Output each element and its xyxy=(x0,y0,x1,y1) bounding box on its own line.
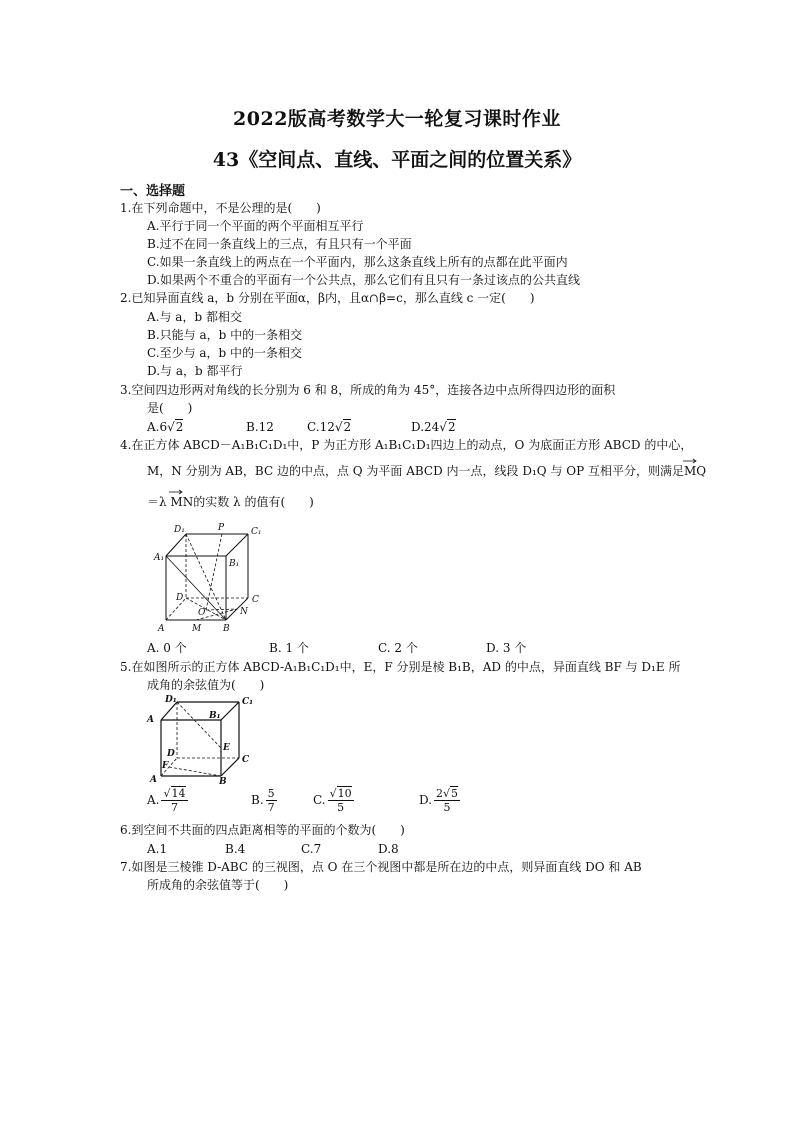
q1-option-c: C.如果一条直线上的两点在一个平面内，那么这条直线上所有的点都在此平面内 xyxy=(147,255,568,269)
q4-stem-line3: ＝λ MN的实数 λ 的值有( ) xyxy=(147,495,314,509)
cube-label-b1: B₁ xyxy=(209,711,221,721)
cube-label-c1: C₁ xyxy=(251,527,262,537)
cube-label-d: D xyxy=(167,749,175,759)
q3-stem: 3.空间四边形两对角线的长分别为 6 和 8，所成的角为 45°，连接各边中点所得四边形的面积 xyxy=(120,383,616,397)
section-heading: 一、选择题 xyxy=(120,184,186,199)
cube-label-a: A xyxy=(158,624,165,634)
q5-option-d: D. $\frac{2√5}{5}$ xyxy=(419,787,459,814)
cube-label-p: P xyxy=(218,523,225,533)
q2-option-d: D.与 a，b 都平行 xyxy=(147,364,243,378)
q4-option-b: B. 1 个 xyxy=(269,641,309,655)
cube-label-d: D xyxy=(176,593,184,603)
vector-arrow-icon xyxy=(168,489,184,495)
q5-option-b: B. $\frac{5}{7}$ xyxy=(251,787,275,814)
q1-option-d: D.如果两个不重合的平面有一个公共点，那么它们有且只有一条过该点的公共直线 xyxy=(147,273,581,287)
vector-arrow-icon xyxy=(682,458,698,464)
cube-label-m: M xyxy=(192,624,202,634)
q7-stem-line2: 所成角的余弦值等于( ) xyxy=(147,878,289,892)
q5-option-c: C. $\frac{√10}{5}$ xyxy=(313,787,352,814)
cube-label-e: E xyxy=(223,743,230,753)
q7-stem-line1: 7.如图是三棱锥 D-ABC 的三视图，点 O 在三个视图中都是所在边的中点，则异面直线 DO 和 AB xyxy=(120,860,642,874)
q4-option-d: D. 3 个 xyxy=(486,641,527,655)
cube-label-b: B xyxy=(223,624,230,634)
page-title: 2022版高考数学大一轮复习课时作业 xyxy=(233,108,561,130)
q5-option-a: A. $\frac{√14}{7}$ xyxy=(147,787,186,814)
sqrt-symbol: √ xyxy=(167,420,175,434)
cube-label-o: O xyxy=(198,608,206,618)
q2-option-a: A.与 a，b 都相交 xyxy=(147,310,242,324)
cube-label-b1: B₁ xyxy=(229,559,240,569)
q4-stem-line1: 4.在正方体 ABCD－A₁B₁C₁D₁中，P 为正方形 A₁B₁C₁D₁四边上的动点，O 为底面正方形 ABCD 的中心， xyxy=(120,438,693,452)
q6-option-a: A.1 xyxy=(147,842,168,856)
q6-option-d: D.8 xyxy=(378,842,399,856)
cube-label-d1: D₁ xyxy=(174,525,185,535)
q3-option-b: B.12 xyxy=(246,420,274,434)
q3-option-c: C.12√2 xyxy=(307,420,352,434)
q2-option-c: C.至少与 a，b 中的一条相交 xyxy=(147,346,303,360)
q4-option-c: C. 2 个 xyxy=(378,641,418,655)
q5-stem-line1: 5.在如图所示的正方体 ABCD-A₁B₁C₁D₁中，E，F 分别是棱 B₁B，AD 的中点，异面直线 BF 与 D₁E 所 xyxy=(120,660,681,674)
q2-stem: 2.已知异面直线 a，b 分别在平面α，β内，且α∩β=c，那么直线 c 一定( ) xyxy=(120,291,535,305)
q2-option-b: B.只能与 a，b 中的一条相交 xyxy=(147,328,303,342)
page-subtitle: 43《空间点、直线、平面之间的位置关系》 xyxy=(212,149,582,171)
q3-option-a: A.6√2 xyxy=(147,420,184,434)
q1-option-b: B.过不在同一条直线上的三点，有且只有一个平面 xyxy=(147,237,412,251)
cube-label-c: C xyxy=(252,595,259,605)
q3-stem-cont: 是( ) xyxy=(147,401,193,415)
q6-option-b: B.4 xyxy=(225,842,246,856)
cube-label-f: F xyxy=(162,761,169,771)
cube-label-c: C xyxy=(242,755,250,765)
cube-label-a1: A₁ xyxy=(154,553,165,563)
cube-label-n: N xyxy=(240,607,248,617)
cube-label-a1: A xyxy=(147,715,154,725)
q1-option-a: A.平行于同一个平面的两个平面相互平行 xyxy=(147,219,364,233)
q4-cube-figure xyxy=(148,520,270,638)
sqrt-symbol: √ xyxy=(439,420,447,434)
q3-option-d: D.24√2 xyxy=(411,420,456,434)
q6-stem: 6.到空间不共面的四点距离相等的平面的个数为( ) xyxy=(120,823,405,837)
cube-label-c1: C₁ xyxy=(242,697,253,707)
q1-stem: 1.在下列命题中，不是公理的是( ) xyxy=(120,201,321,215)
q6-option-c: C.7 xyxy=(301,842,322,856)
sqrt-symbol: √ xyxy=(334,420,343,434)
cube-label-b: B xyxy=(219,777,227,784)
q5-cube-figure xyxy=(145,692,253,784)
q4-stem-line2: M，N 分别为 AB，BC 边的中点，点 Q 为平面 ABCD 内一点，线段 D₁Q 与 OP 互相平分，则满足MQ xyxy=(147,464,707,478)
q4-option-a: A. 0 个 xyxy=(147,641,187,655)
cube-label-a: A xyxy=(150,775,157,784)
cube-label-d1: D₁ xyxy=(165,695,177,705)
q5-stem-line2: 成角的余弦值为( ) xyxy=(147,678,265,692)
